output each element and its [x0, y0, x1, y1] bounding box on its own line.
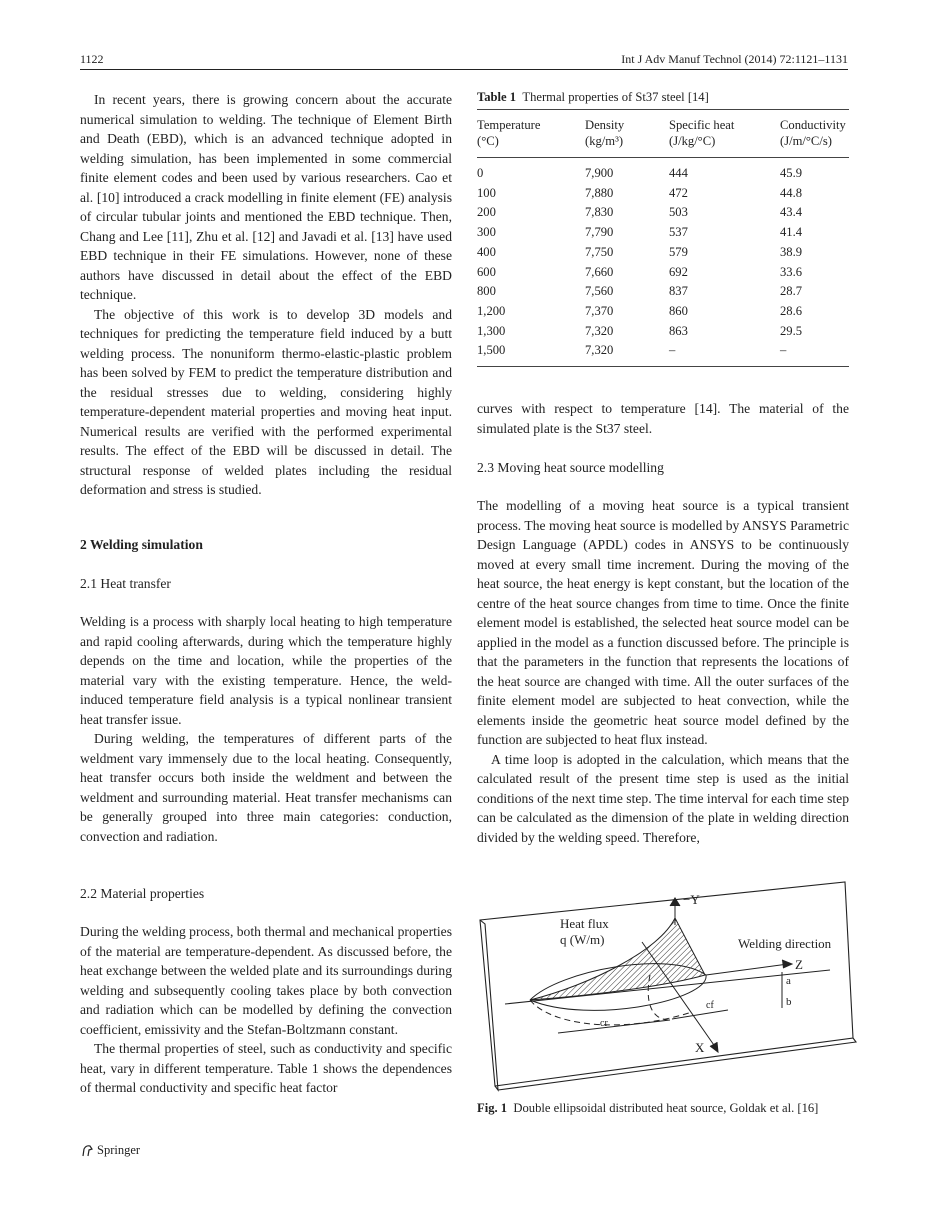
right-column: [477, 399, 849, 438]
table-cell: 7,880: [585, 185, 614, 200]
table-header-cell: (J/m/°C/s): [780, 134, 832, 148]
table-cell: 860: [669, 303, 688, 318]
table-cell: 503: [669, 205, 688, 220]
table-header-cell: Specific heat: [669, 118, 735, 132]
table-cell: –: [669, 343, 676, 358]
table-cell: 444: [669, 166, 688, 180]
table-cell: 537: [669, 225, 688, 240]
table-cell: 7,370: [585, 303, 614, 318]
label-b: b: [786, 996, 792, 1008]
subsection-heading: 2.3 Moving heat source modelling: [477, 460, 664, 475]
table-bottom-rule: [477, 366, 849, 367]
table-cell: 29.5: [780, 323, 803, 338]
table-row: [477, 243, 849, 263]
left-column-2: [80, 612, 452, 846]
table-header-cell: Conductivity: [780, 118, 846, 132]
table-cell: 7,320: [585, 323, 614, 338]
table-cell: 200: [477, 205, 496, 220]
table-row: [477, 282, 849, 302]
subsection-heading: 2.2 Material properties: [80, 886, 205, 901]
journal-citation: Int J Adv Manuf Technol (2014) 72:1121–1131: [621, 52, 848, 66]
table-cell: 7,790: [585, 225, 614, 240]
table-cell: 7,320: [585, 343, 614, 358]
table-cell: 45.9: [780, 166, 803, 180]
label-x: X: [695, 1040, 705, 1055]
publisher-footer: [80, 1141, 140, 1161]
table-cell: 1,300: [477, 323, 506, 338]
label-welding-direction: Welding direction: [738, 936, 832, 951]
label-z: Z: [795, 957, 803, 972]
table-cell: 0: [477, 166, 484, 180]
table-cell: 43.4: [780, 205, 803, 220]
table-cell: 579: [669, 244, 688, 259]
figure-label: Fig. 1: [477, 1101, 508, 1115]
table-row: [477, 341, 849, 361]
table-cell: 41.4: [780, 225, 803, 240]
table-cell: 1,200: [477, 303, 506, 318]
table-cell: 1,500: [477, 343, 506, 358]
left-column: [80, 90, 452, 500]
paragraph: A time loop is adopted in the calculation, which means that the calculated result of the present time step is used as the initial conditions of the next time step. The time interval for each time step can be calculated as the dimension of the plate in welding direction divided by the welding speed. Therefore,: [477, 751, 849, 845]
label-heat-flux: Heat flux: [560, 916, 609, 931]
publisher-name: Springer: [97, 1143, 141, 1157]
paragraph: The modelling of a moving heat source is a typical transient process. The moving heat source is modelled by ANSYS Parametric Design Language (APDL) codes in ANSYS to be continuously moved at every small time increment. During the moving of the heat source, the heat energy is kept constant, but the location of the centre of the heat source changes from time to time. Once the finite element model is established, the selected heat source model can be applied in the model as a function discussed before. The principle is that the parameters in the function that represents the locations of the heat source are changed with time. All the outer surfaces of the finite element model are subjected to heat convection, while the elements inside the geometric heat source model defined by the function are subjected to heat flux instead.: [477, 498, 849, 747]
table-cell: 7,900: [585, 166, 614, 180]
header-rule: [80, 69, 848, 70]
table-row: [477, 223, 849, 243]
section-heading: 2 Welding simulation: [80, 537, 203, 552]
right-column-2: [477, 496, 849, 847]
table-row: [477, 263, 849, 283]
table-label: Table 1: [477, 90, 517, 104]
table-row: [477, 184, 849, 204]
table-cell: 38.9: [780, 244, 803, 259]
table-cell: 863: [669, 323, 688, 338]
table-cell: 692: [669, 264, 688, 279]
table-cell: 33.6: [780, 264, 803, 279]
table-cell: 100: [477, 185, 496, 200]
table-cell: 837: [669, 284, 688, 299]
table-cell: 44.8: [780, 185, 803, 200]
table-cell: 400: [477, 244, 496, 259]
table-caption: [477, 88, 849, 108]
paragraph: Welding is a process with sharply local heating to high temperature and rapid cooling afterwards, during which the temperature highly depends on the time and location, while the properties of the material vary with the existing temperature. Hence, the weld-induced temperature field analysis is a typical nonlinear transient heat transfer issue.: [80, 614, 452, 727]
figure-caption: [477, 1099, 818, 1119]
table-cell: 28.6: [780, 303, 803, 318]
table-top-rule: [477, 109, 849, 110]
table-cell: 472: [669, 185, 688, 200]
subsection-heading: 2.1 Heat transfer: [80, 576, 171, 591]
label-q: q (W/m): [560, 932, 605, 947]
label-a: a: [786, 975, 791, 987]
springer-horse-icon: [80, 1144, 94, 1158]
paragraph: During welding, the temperatures of different parts of the weldment vary immensely due to the local heating. Consequently, heat transfer occurs both inside the weldment and between the weldment and surrounding material. Heat transfer mechanisms can be generally grouped into three main categories: conduction, convection and radiation.: [80, 731, 452, 844]
table-cell: 600: [477, 264, 496, 279]
paragraph: The objective of this work is to develop 3D models and techniques for predicting the temperature field induced by a butt welding process. The nonuniform thermo-elastic-plastic problem has been solved by FEM to predict the temperature distribution and the residual stresses due to welding, considering highly temperature-dependent material properties and moving heat input. Numerical results are verified with the performed experimental results. The effect of the EBD will be discussed in detail. The structural response of welded plates including the residual deformation and stress is studied.: [80, 306, 452, 497]
table-cell: 7,750: [585, 244, 614, 259]
table-row: [477, 164, 849, 184]
table-cell: 28.7: [780, 284, 803, 299]
table-header-rule: [477, 157, 849, 158]
table-cell: 800: [477, 284, 496, 299]
paragraph: curves with respect to temperature [14]. The material of the simulated plate is the St37 steel.: [477, 401, 849, 436]
label-cr: cr: [600, 1018, 608, 1029]
label-neg-y: −Y: [683, 892, 700, 907]
table-row: [477, 302, 849, 322]
table-row: [477, 322, 849, 342]
table-body: [477, 164, 849, 361]
paragraph: The thermal properties of steel, such as conductivity and specific heat, vary in different temperature. Table 1 shows the dependences of thermal conductivity and specific heat factor: [80, 1041, 452, 1095]
table-header-cell: Temperature: [477, 118, 541, 132]
heat-flux-distribution: [530, 918, 705, 1000]
left-column-3: [80, 922, 452, 1098]
paragraph: During the welding process, both thermal and mechanical properties of the material are temperature-dependent. As discussed before, the heat exchange between the welded plate and its surroundings during welding and subsequently cooling takes place by both convection and radiation which can be modelled by defining the convection coefficient, emissivity and the Stefan-Boltzmann constant.: [80, 924, 452, 1037]
table-header-cell: (J/kg/°C): [669, 134, 716, 148]
table-header-cell: Density: [585, 118, 625, 132]
label-cf: cf: [706, 1000, 714, 1011]
figure-caption-text: Double ellipsoidal distributed heat source, Goldak et al. [16]: [513, 1101, 819, 1115]
table-cell: 7,830: [585, 205, 614, 220]
table-row: [477, 203, 849, 223]
table-cell: 7,560: [585, 284, 614, 299]
heat-source-figure: [470, 860, 860, 1095]
table-cell: 7,660: [585, 264, 614, 279]
table-cell: 300: [477, 225, 496, 240]
table-header-cell: (kg/m³): [585, 134, 624, 148]
table-header-row: [477, 133, 849, 149]
page-number: 1122: [80, 52, 104, 66]
table-cell: –: [780, 343, 787, 358]
paragraph: In recent years, there is growing concern about the accurate numerical simulation to welding. The technique of Element Birth and Death (EBD), which is an advanced technique adopted in welding simulation, has been implemented in some commercial finite element codes and been used by various researchers. Cao et al. [10] introduced a crack modelling in finite element (FE) analysis of circular tubular joints and mentioned the EBD technique. Then, Chang and Lee [11], Zhu et al. [12] and Javadi et al. [13] have used EBD technique in their FE simulations. However, none of these authors have discussed in detail about the effect of the EBD technique.: [80, 92, 452, 302]
table-header-row: [477, 117, 849, 133]
table-caption-text: Thermal properties of St37 steel [14]: [522, 90, 709, 104]
plate-outline: [480, 882, 856, 1090]
thermal-properties-table: [477, 117, 849, 149]
table-header-cell: (°C): [477, 134, 499, 148]
